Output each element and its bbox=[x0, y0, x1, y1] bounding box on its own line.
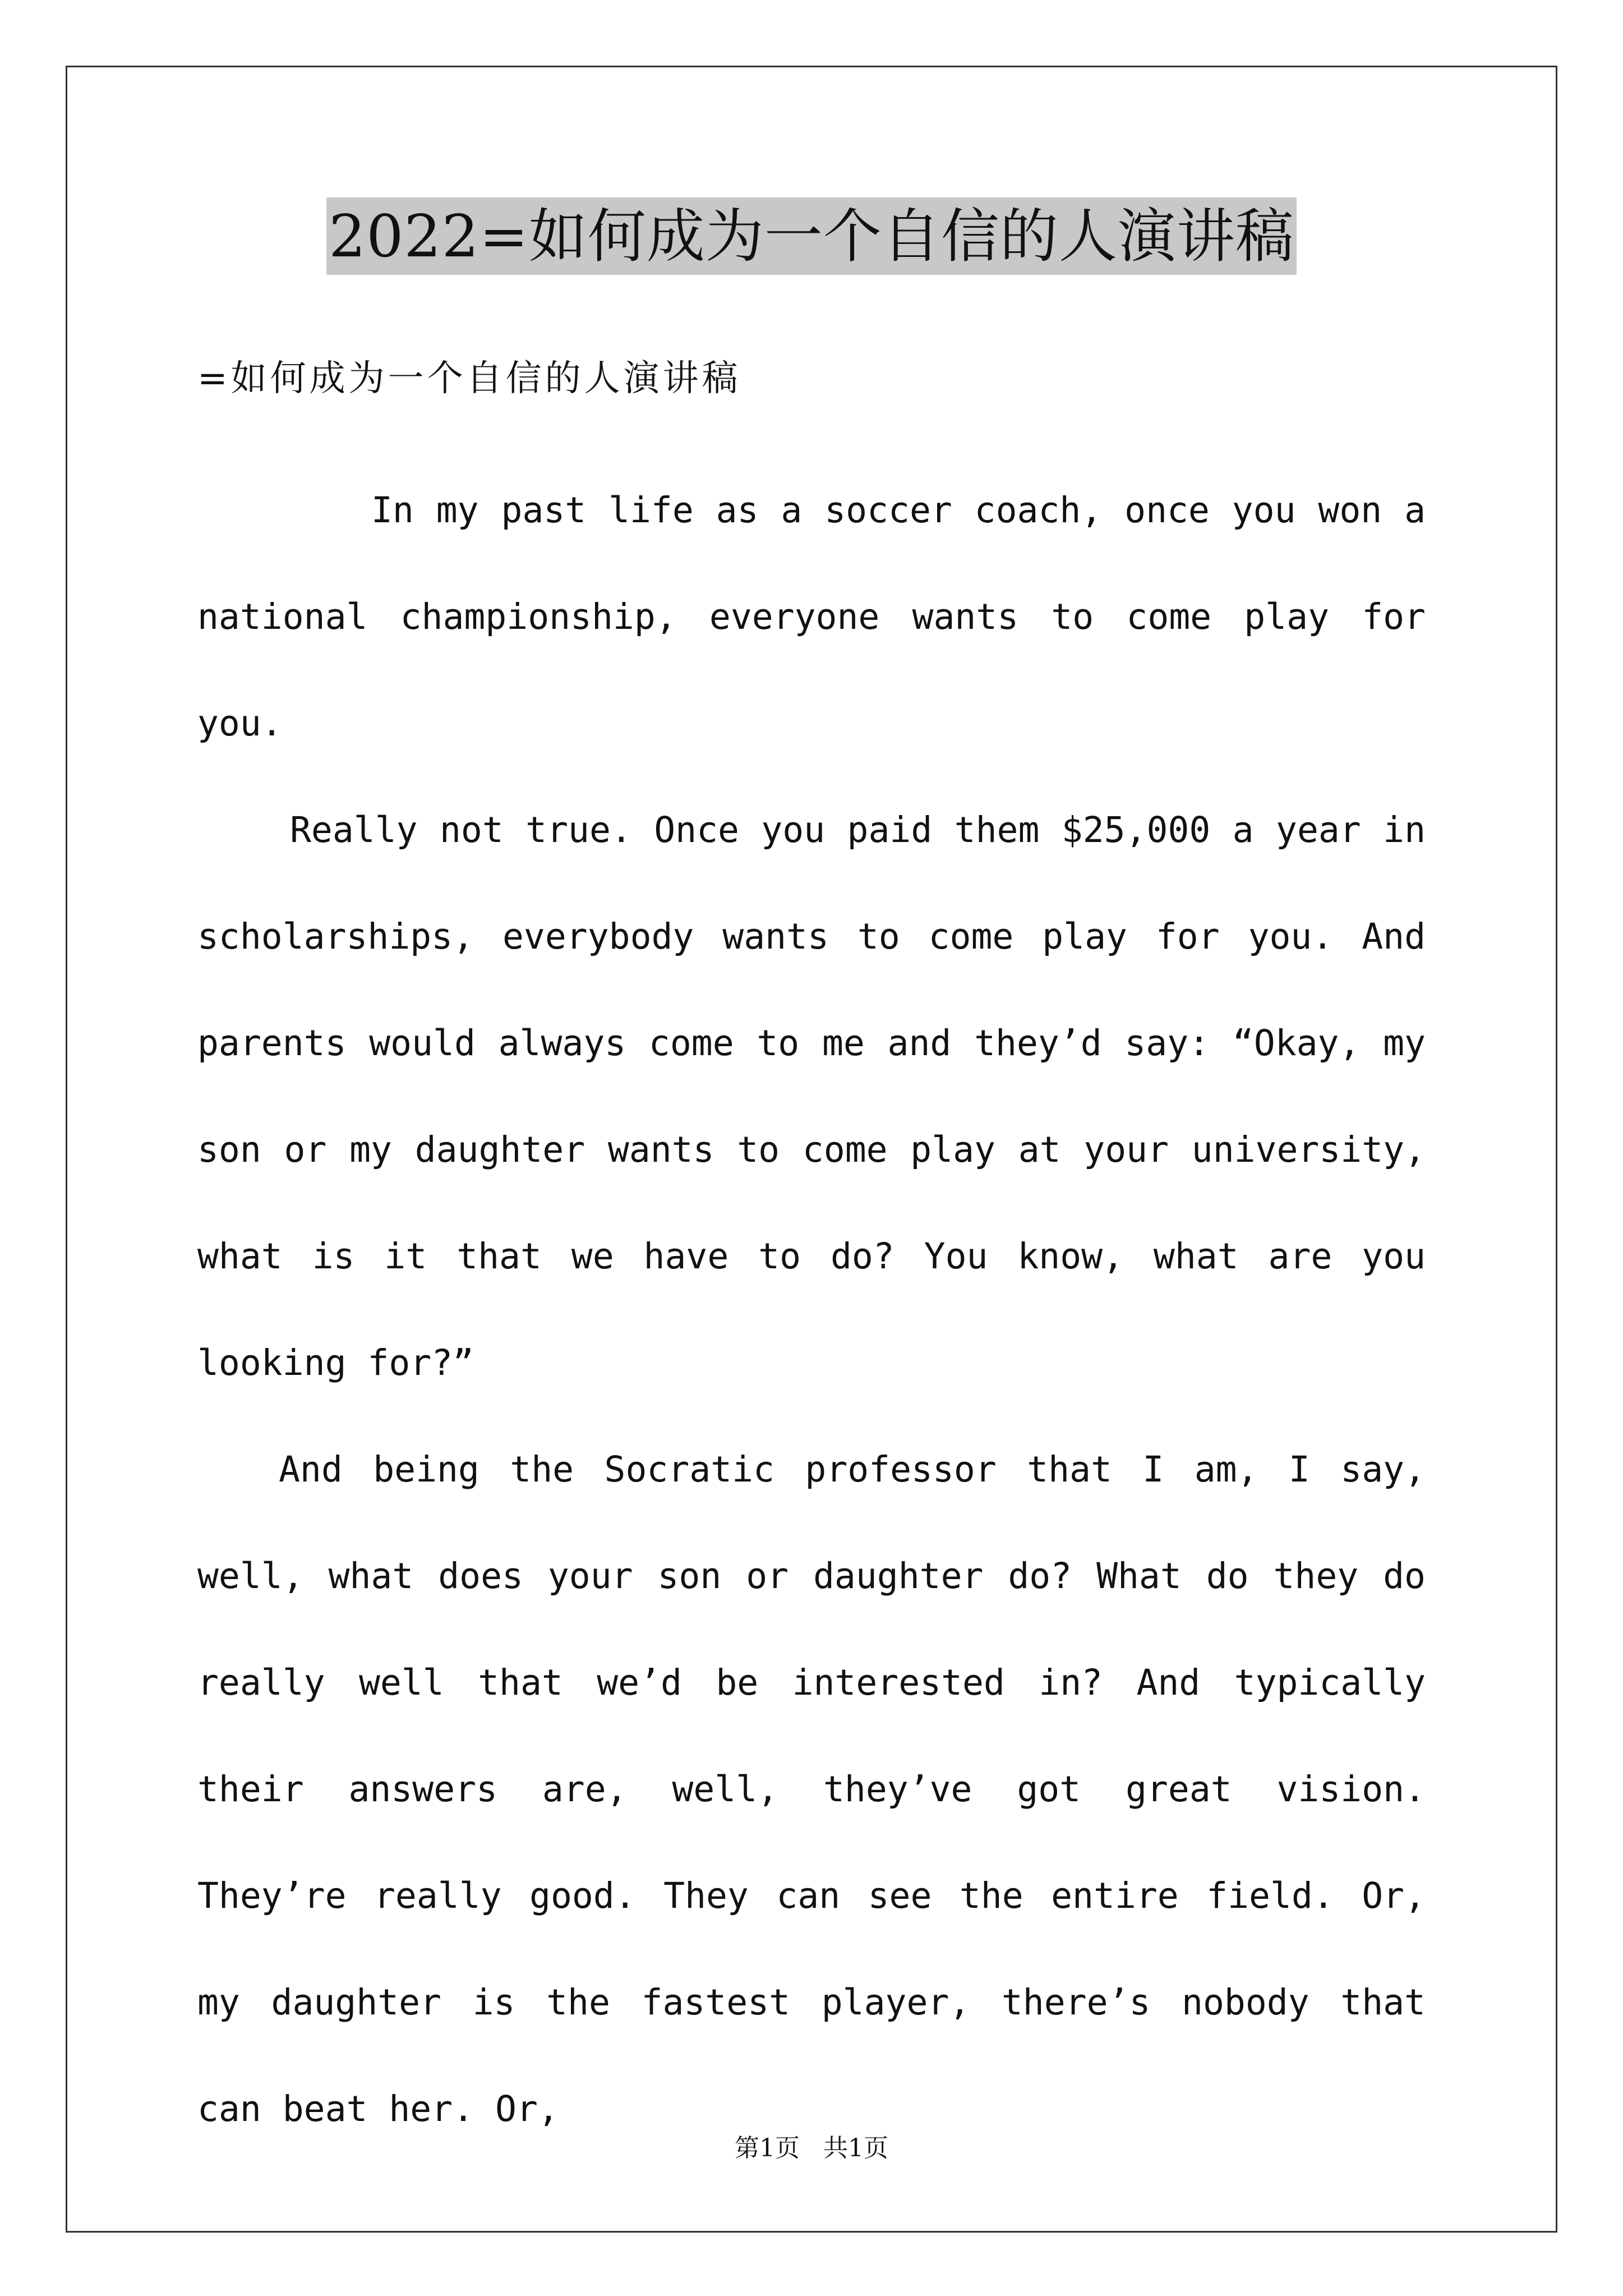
document-title-block bbox=[0, 197, 1623, 275]
paragraph-1: In my past life as a soccer coach, once you won a national championship, everyone wants to come play for you. bbox=[197, 490, 1426, 744]
paragraph-3: And being the Socratic professor that I am, I say, well, what does your son or daughter do? What do they do really well that we’d be interested in? And typically their answers are, well, they’ve got great vision. They’re really good. They can see the entire field. Or, my daughter is the fastest player, there’s nobody that can beat her. Or, bbox=[197, 1449, 1426, 2129]
paragraph-2: Really not true. Once you paid them $25,000 a year in scholarships, everybody wants to come play for you. And parents would always come to me and they’d say: “Okay, my son or my daughter wants to come play at your university, what is it that we have to do? You know, what are you looking for?” bbox=[197, 809, 1426, 1383]
document-subtitle: =如何成为一个自信的人演讲稿 bbox=[197, 358, 741, 399]
page-footer: 第1页 共1页 bbox=[735, 2134, 888, 2162]
document-title: 2022=如何成为一个自信的人演讲稿 bbox=[326, 197, 1297, 275]
